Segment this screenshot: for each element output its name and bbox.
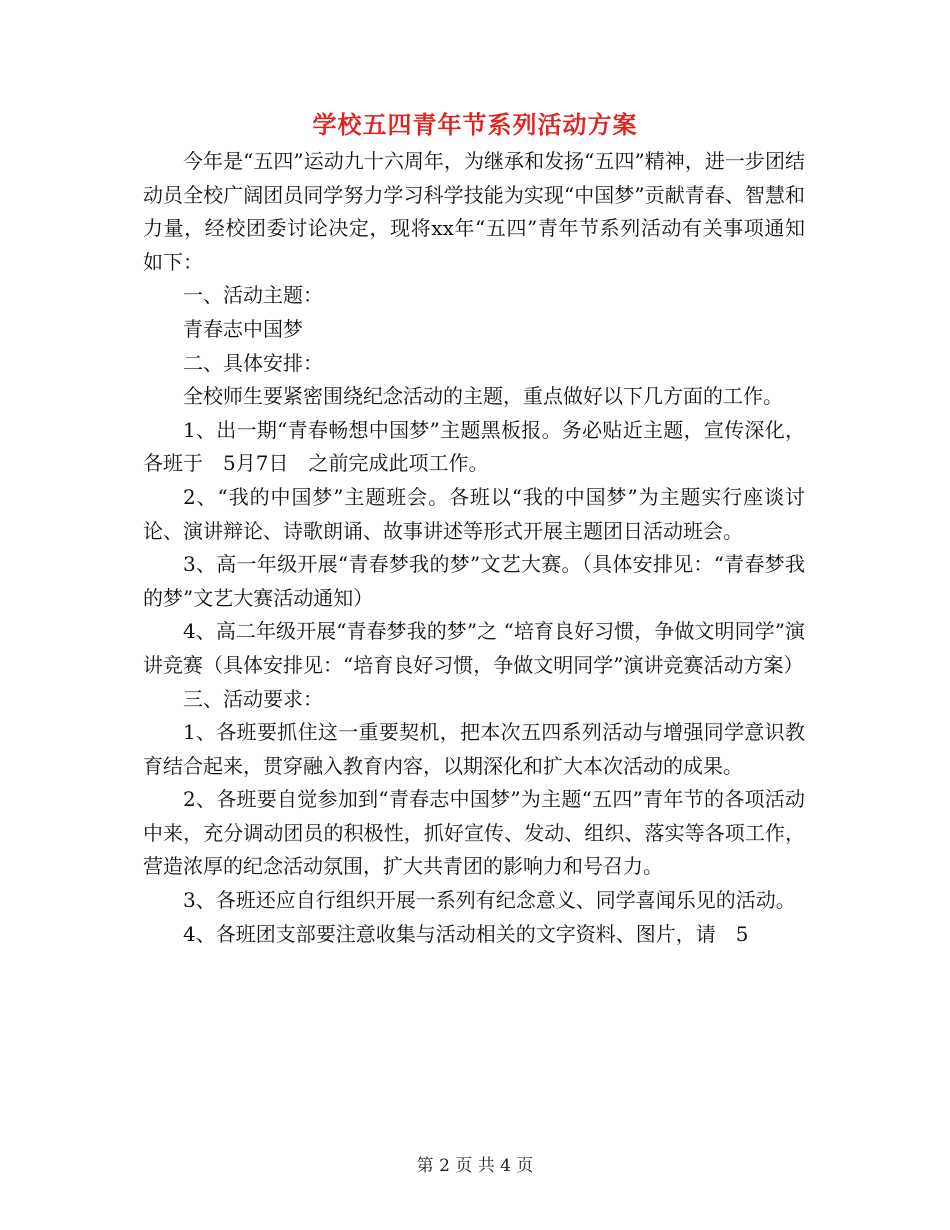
page-footer: 第 2 页 共 4 页 xyxy=(416,1156,534,1176)
paragraph-requirement-4: 4、各班团支部要注意收集与活动相关的文字资料、图片，请 5 xyxy=(183,921,749,946)
paragraph-arrangement-1: 1、出一期“青春畅想中国梦”主题黑板报。务必贴近主题，宣传深化，各班于 5月7日 之前完成此项工作。 xyxy=(143,417,805,476)
paragraph-arrangement-intro: 全校师生要紧密围绕纪念活动的主题，重点做好以下几方面的工作。 xyxy=(183,384,783,409)
paragraph-requirement-3: 3、各班还应自行组织开展一系列有纪念意义、同学喜闻乐见的活动。 xyxy=(183,888,796,913)
document-body xyxy=(143,145,805,951)
paragraph-intro: 今年是“五四”运动九十六周年，为继承和发扬“五四”精神，进一步团结动员全校广阔团员同学努力学习科学技能为实现“中国梦”贡献青春、智慧和力量，经校团委讨论决定，现将xx年“五四”青年节系列活动有关事项通知如下： xyxy=(143,149,805,274)
heading-arrangement: 二、具体安排： xyxy=(183,350,323,375)
paragraph-theme: 青春志中国梦 xyxy=(183,316,303,341)
heading-activity-theme: 一、活动主题： xyxy=(183,283,323,308)
paragraph-requirement-2: 2、各班要自觉参加到“青春志中国梦”为主题“五四”青年节的各项活动中来，充分调动团员的积极性，抓好宣传、发动、组织、落实等各项工作，营造浓厚的纪念活动氛围，扩大共青团的影响力和号召力。 xyxy=(143,787,805,879)
heading-requirements: 三、活动要求： xyxy=(183,686,323,711)
paragraph-requirement-1: 1、各班要抓住这一重要契机，把本次五四系列活动与增强同学意识教育结合起来，贯穿融入教育内容，以期深化和扩大本次活动的成果。 xyxy=(143,720,805,778)
document-title: 学校五四青年节系列活动方案 xyxy=(312,110,638,139)
paragraph-arrangement-4: 4、高二年级开展“青春梦我的梦”之 “培育良好习惯，争做文明同学”演讲竞赛（具体安排见：“培育良好习惯，争做文明同学”演讲竞赛活动方案） xyxy=(143,619,805,677)
paragraph-arrangement-2: 2、“我的中国梦”主题班会。各班以“我的中国梦”为主题实行座谈讨论、演讲辩论、诗歌朗诵、故事讲述等形式开展主题团日活动班会。 xyxy=(143,484,805,543)
paragraph-arrangement-3: 3、高一年级开展“青春梦我的梦”文艺大赛。（具体安排见：“青春梦我的梦”文艺大赛活动通知） xyxy=(143,552,805,610)
